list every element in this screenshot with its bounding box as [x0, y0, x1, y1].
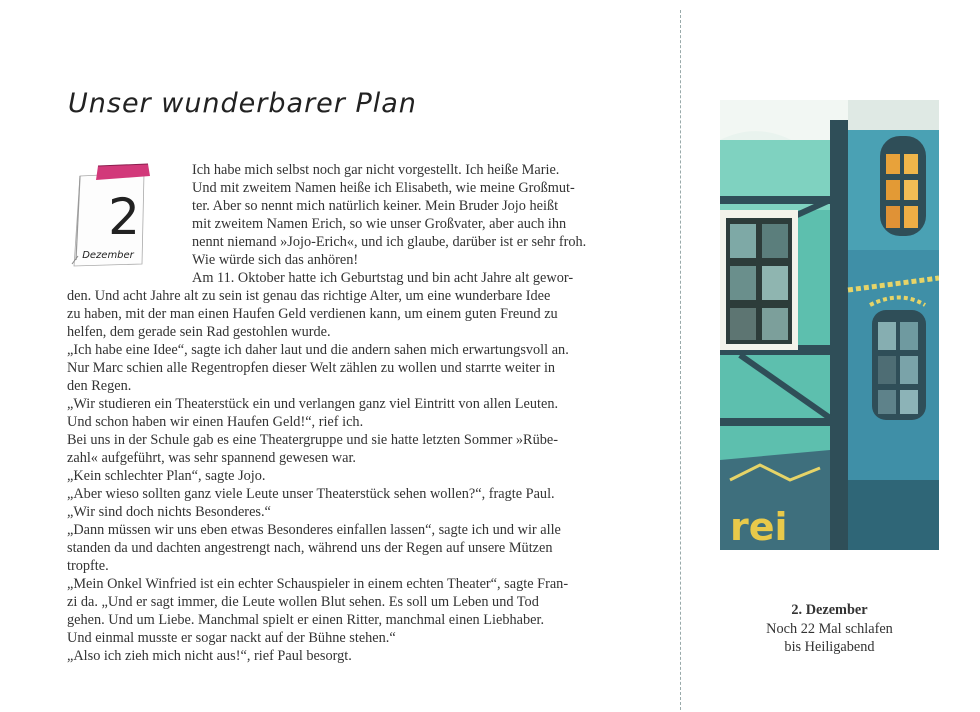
intro-line-6: Wie würde sich das anhören!	[192, 252, 359, 268]
caption-line-2: bis Heiligabend	[784, 639, 875, 655]
sign-text: rei	[730, 505, 788, 549]
body-line-7: „Wir studieren ein Theaterstück ein und verlangen ganz viel Eintritt von allen Leuten.	[67, 396, 559, 412]
caption-line-1: Noch 22 Mal schlafen	[766, 620, 893, 637]
body-line-10: zahl« aufgeführt, was sehr spannend gewesen war.	[67, 450, 357, 466]
intro-line-1: Ich habe mich selbst noch gar nicht vorgestellt. Ich heiße Marie.	[192, 162, 560, 178]
body-line-6: den Regen.	[67, 378, 132, 394]
body-line-19: gehen. Und um Liebe. Manchmal spielt er einen Ritter, manchmal einen Liebhaber.	[67, 612, 545, 628]
body-line-13: „Wir sind doch nichts Besonderes.“	[67, 504, 271, 520]
body-line-12: „Aber wieso sollten ganz viele Leute unser Theaterstück sehen wollen?“, fragte Paul.	[67, 486, 555, 502]
body-line-16: tropfte.	[67, 558, 109, 574]
intro-line-4: mit zweitem Namen Erich, so wie unser Großvater, aber auch ihn	[192, 216, 567, 232]
intro-line-2: Und mit zweitem Namen heiße ich Elisabeth, wie meine Großmut-	[192, 180, 575, 196]
building-illustration	[720, 100, 939, 550]
body-line-11: „Kein schlechter Plan“, sagte Jojo.	[67, 468, 266, 484]
page-fold-divider	[680, 10, 681, 710]
body-line-21: „Also ich zieh mich nicht aus!“, rief Paul besorgt.	[67, 648, 352, 664]
body-line-15: standen da und dachten angestrengt nach, während uns der Regen auf unsere Mützen	[67, 540, 553, 556]
body-line-8: Und schon haben wir einen Haufen Geld!“, rief ich.	[67, 414, 364, 430]
body-line-4: „Ich habe eine Idee“, sagte ich daher laut und die andern sahen mich erwartungsvoll an.	[67, 342, 569, 358]
chapter-title: Unser wunderbarer Plan	[68, 88, 417, 119]
calendar-month: Dezember	[82, 250, 134, 261]
body-line-5: Nur Marc schien alle Regentropfen dieser Welt zählen zu wollen und starrte weiter in	[67, 360, 556, 376]
intro-line-7: Am 11. Oktober hatte ich Geburtstag und bin acht Jahre alt gewor-	[192, 270, 574, 286]
day-caption	[720, 601, 939, 657]
body-line-1: den. Und acht Jahre alt zu sein ist genau das richtige Alter, um eine wunderbare Idee	[67, 288, 551, 304]
body-line-17: „Mein Onkel Winfried ist ein echter Schauspieler in einem echten Theater“, sagte Fran-	[67, 576, 569, 592]
caption-title: 2. Dezember	[791, 602, 868, 618]
body-line-18: zi da. „Und er sagt immer, die Leute wollen Blut sehen. Es soll um Leben und Tod	[67, 594, 539, 610]
calendar-badge	[68, 160, 178, 268]
body-line-9: Bei uns in der Schule gab es eine Theatergruppe und sie hatte letzten Sommer »Rübe-	[67, 432, 558, 448]
body-line-2: zu haben, mit der man einen Haufen Geld verdienen kann, um einem guten Freund zu	[67, 306, 558, 322]
body-line-14: „Dann müssen wir uns eben etwas Besonderes einfallen lassen“, sagte ich und wir alle	[67, 522, 561, 538]
body-line-3: helfen, dem gerade sein Rad gestohlen wurde.	[67, 324, 331, 340]
calendar-day: 2	[108, 188, 140, 246]
body-line-20: Und einmal musste er sogar nackt auf der Bühne stehen.“	[67, 630, 396, 646]
intro-line-3: ter. Aber so nennt mich natürlich keiner. Mein Bruder Jojo heißt	[192, 198, 559, 214]
intro-line-5: nennt niemand »Jojo-Erich«, und ich glaube, darüber ist er sehr froh.	[192, 234, 587, 250]
